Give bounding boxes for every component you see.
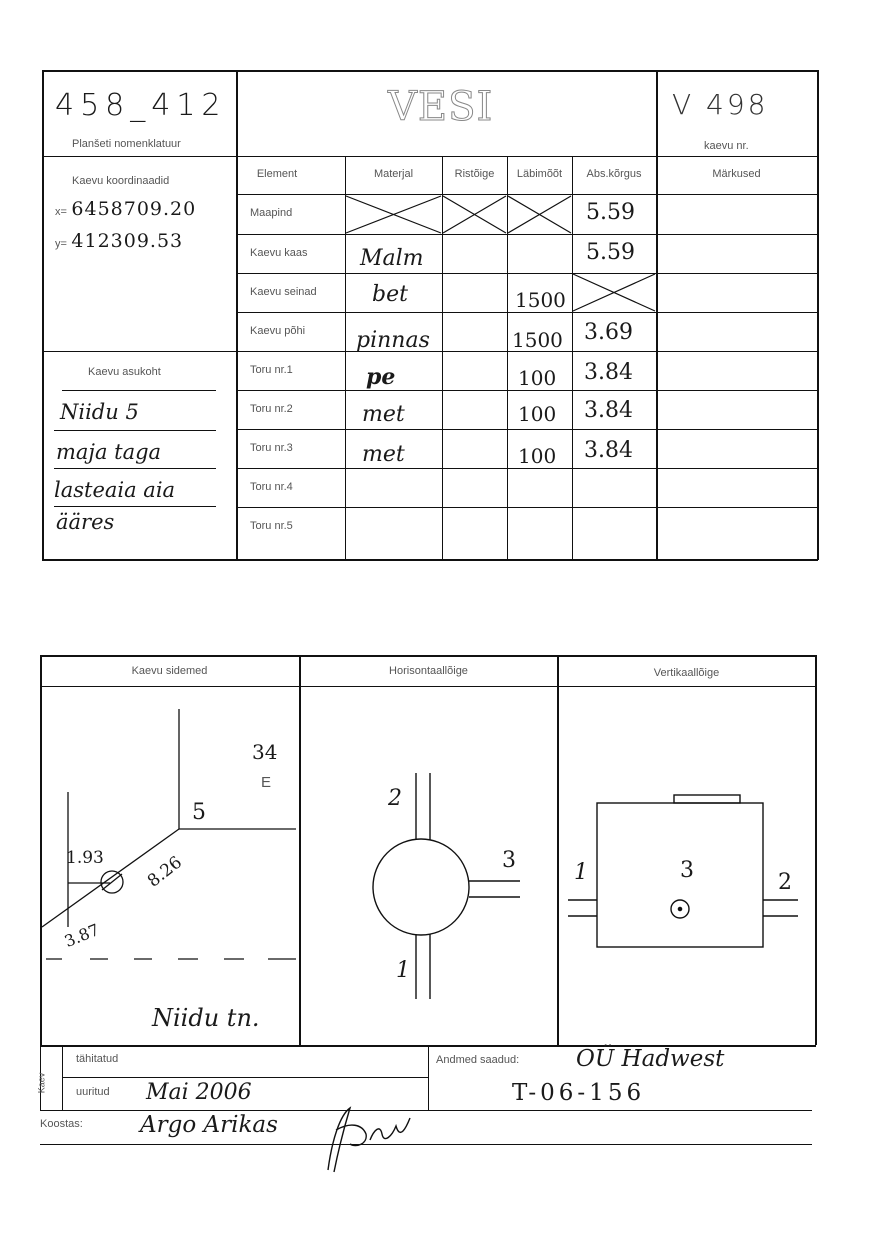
row-element: Toru nr.2: [250, 403, 293, 415]
coordinate-x-prefix: x=: [55, 206, 67, 218]
row-element: Maapind: [250, 207, 293, 219]
author-name: Argo Arikas: [140, 1112, 278, 1138]
signature-mark: [310, 1100, 430, 1180]
row-material: pinnas: [356, 328, 430, 353]
row-element: Kaevu kaas: [250, 247, 308, 259]
row-diameter: 100: [518, 366, 557, 390]
row-diameter: 100: [518, 402, 557, 426]
dimension-1: 1.93: [66, 848, 104, 868]
row-material: Malm: [360, 246, 424, 271]
row-diameter: 1500: [515, 288, 566, 312]
vertical-title: Vertikaallõige: [653, 667, 720, 679]
surveyed-value: Mai 2006: [146, 1080, 252, 1105]
location-line-3: lasteaia aia: [54, 478, 176, 502]
row-elevation: 3.84: [584, 398, 633, 423]
vertical-pipe-1: 1: [574, 860, 588, 885]
horizontal-title: Horisontaallõige: [389, 665, 468, 677]
form-title: VESI: [388, 84, 494, 130]
coordinate-y-value: 412309.53: [71, 230, 184, 252]
cross-out-marks: [0, 0, 880, 600]
col-element: Element: [256, 168, 298, 180]
row-element: Kaevu seinad: [250, 286, 317, 298]
col-material: Materjal: [373, 168, 414, 180]
building-number: 34: [252, 740, 278, 764]
data-source-label: Andmed saadud:: [436, 1054, 520, 1066]
row-element: Toru nr.3: [250, 442, 293, 454]
row-elevation: 3.69: [584, 320, 633, 345]
row-elevation: 5.59: [586, 200, 635, 225]
col-cross: Ristõige: [454, 168, 495, 180]
row-elevation: 3.84: [584, 438, 633, 463]
row-element: Toru nr.1: [250, 364, 293, 376]
horizontal-pipe-3: 3: [502, 848, 516, 873]
coordinate-x-value: 6458709.20: [71, 198, 197, 220]
col-elevation: Abs.kõrgus: [586, 168, 642, 180]
author-label: Koostas:: [40, 1118, 83, 1130]
row-material: met: [362, 442, 405, 467]
row-material: pe: [366, 364, 396, 390]
side-label: Kaev: [36, 1072, 47, 1094]
horizontal-pipe-2: 2: [388, 786, 402, 811]
horizontal-pipe-1: 1: [396, 958, 410, 983]
row-diameter: 1500: [512, 328, 563, 352]
vertical-pipe-3: 3: [680, 858, 694, 883]
dimension-2: 8.26: [143, 852, 187, 892]
house-number: 5: [192, 800, 206, 825]
sheet-label: Planšeti nomenklatuur: [72, 138, 181, 150]
location-label: Kaevu asukoht: [88, 366, 161, 378]
location-line-2: maja taga: [56, 440, 162, 464]
col-diameter: Läbimõõt: [516, 168, 563, 180]
data-source-company: OÜ Hadwest: [576, 1046, 725, 1072]
connections-title: Kaevu sidemed: [131, 665, 208, 677]
col-notes: Märkused: [712, 168, 761, 180]
row-elevation: 3.84: [584, 360, 633, 385]
dimension-3: 3.87: [61, 920, 102, 951]
row-material: met: [362, 402, 405, 427]
coordinates-label: Kaevu koordinaadid: [72, 175, 170, 187]
horizontal-section-sketch: [300, 687, 558, 1047]
vertical-pipe-2: 2: [778, 870, 792, 895]
surveyed-label: uuritud: [76, 1086, 110, 1098]
street-name: Niidu tn.: [152, 1004, 260, 1032]
location-line-1: Niidu 5: [60, 400, 139, 424]
row-material: bet: [372, 282, 408, 307]
well-number-text: V 498: [672, 88, 769, 121]
building-sub: E: [261, 774, 272, 791]
data-source-code: T-06-156: [512, 1080, 646, 1106]
coordinate-y-prefix: y=: [55, 238, 67, 250]
adjusted-label: tähitatud: [76, 1053, 119, 1065]
row-element: Toru nr.4: [250, 481, 293, 493]
sheet-number: 458_412: [55, 88, 227, 123]
row-elevation: 5.59: [586, 240, 635, 265]
row-element: Toru nr.5: [250, 520, 293, 532]
row-element: Kaevu põhi: [250, 325, 306, 337]
location-line-4: ääres: [56, 510, 115, 534]
well-label: kaevu nr.: [704, 140, 749, 152]
row-diameter: 100: [518, 444, 557, 468]
